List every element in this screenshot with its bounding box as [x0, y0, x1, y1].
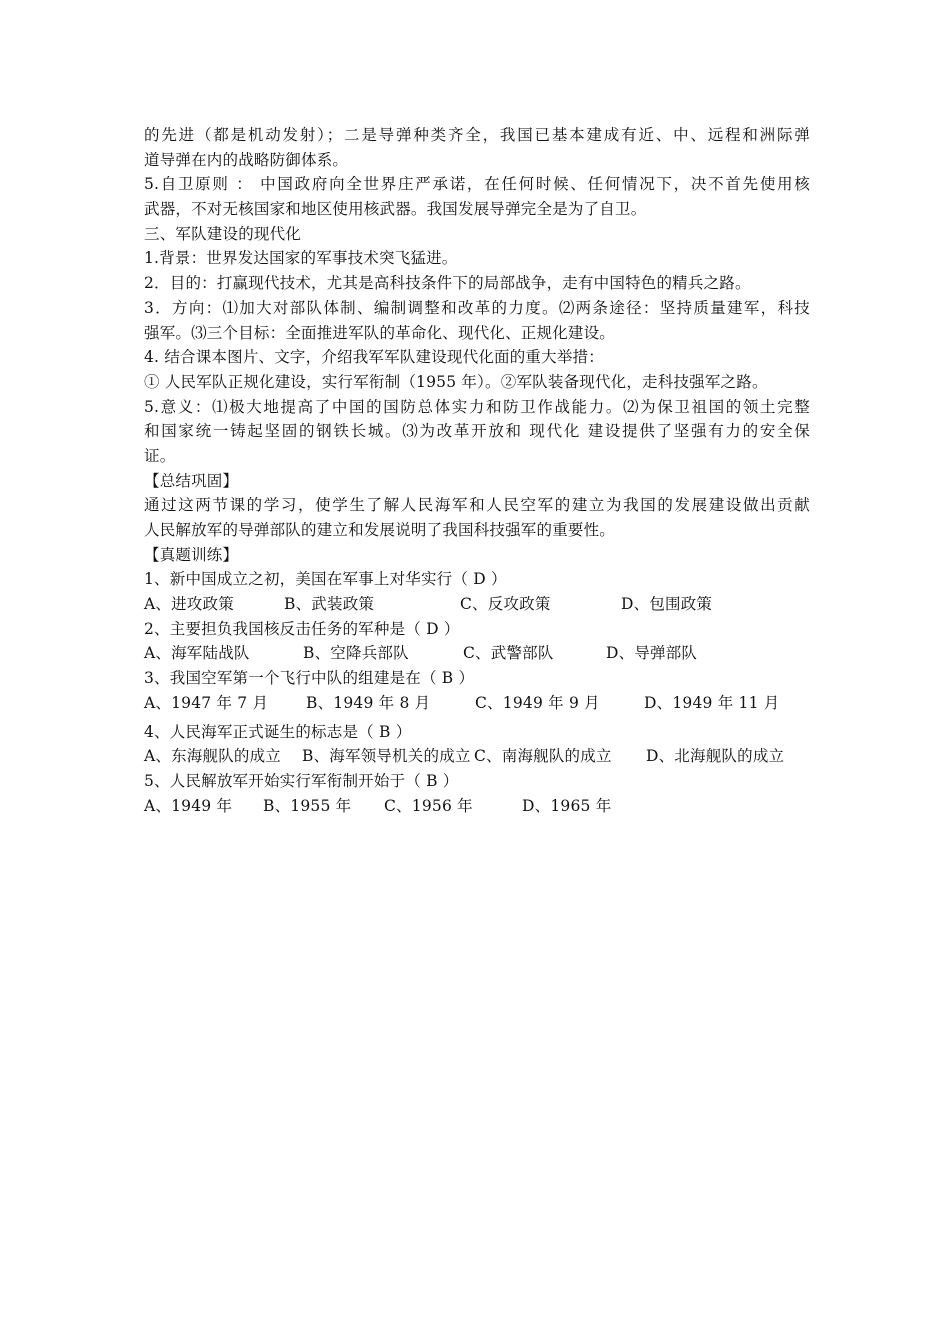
paragraph-line: 人民解放军的导弹部队的建立和发展说明了我国科技强军的重要性。: [144, 521, 616, 539]
question-stem: 3、我国空军第一个飞行中队的组建是在（ B ）: [144, 669, 475, 688]
option-b: B、海军领导机关的成立: [302, 747, 471, 766]
option-d: D、1949 年 11 月: [644, 693, 780, 712]
question-stem: 5、人民解放军开始实行军衔制开始于（ B ）: [144, 771, 459, 790]
paragraph-line: 3．方向：⑴加大对部队体制、编制调整和改革的力度。⑵两条途径：坚持质量建军，科技: [144, 298, 810, 317]
paragraph-line: 强军。⑶三个目标：全面推进军队的革命化、现代化、正规化建设。: [144, 323, 616, 342]
option-d: D、导弹部队: [606, 644, 698, 663]
option-c: C、武警部队: [463, 644, 554, 663]
option-a: A、海军陆战队: [144, 644, 250, 663]
option-b: B、空降兵部队: [303, 644, 409, 663]
summary-heading: 【总结巩固】: [144, 471, 239, 490]
paragraph-line: 和国家统一铸起坚固的钢铁长城。⑶为改革开放和 现代化 建设提供了坚强有力的安全保: [144, 422, 810, 441]
paragraph-line: ① 人民军队正规化建设，实行军衔制（1955 年）。②军队装备现代化，走科技强军之路。: [144, 372, 768, 391]
paragraph-line: 的先进（都是机动发射）；二是导弹种类齐全，我国已基本建成有近、中、远程和洲际弹: [144, 126, 810, 144]
question-stem: 1、新中国成立之初，美国在军事上对华实行（ D ）: [144, 570, 507, 589]
question-options: [144, 592, 810, 617]
paragraph-line: 武器，不对无核国家和地区使用核武器。我国发展导弹完全是为了自卫。: [144, 200, 647, 219]
option-c: C、南海舰队的成立: [474, 747, 612, 766]
option-d: D、1965 年: [522, 796, 612, 815]
paragraph-line: 2．目的：打赢现代技术，尤其是高科技条件下的局部战争，走有中国特色的精兵之路。: [144, 274, 751, 293]
document-body: [144, 123, 810, 818]
question-stem: 2、主要担负我国核反击任务的军种是（ D ）: [144, 619, 460, 638]
question-options: [144, 744, 810, 769]
paragraph-line: 证。: [144, 446, 176, 465]
option-a: A、1947 年 7 月: [144, 693, 269, 712]
question-options: [144, 691, 810, 716]
option-a: A、1949 年: [144, 796, 233, 815]
paragraph-line: 通过这两节课的学习，使学生了解人民海军和人民空军的建立为我国的发展建设做出贡献: [144, 496, 810, 515]
paragraph-line: 5.意义：⑴极大地提高了中国的国防总体实力和防卫作战能力。⑵为保卫祖国的领土完整: [144, 397, 810, 416]
option-c: C、反攻政策: [460, 595, 551, 614]
paragraph-line: 道导弹在内的战略防御体系。: [144, 150, 349, 169]
option-d: D、北海舰队的成立: [646, 747, 785, 766]
option-c: C、1956 年: [384, 796, 473, 815]
option-a: A、进攻政策: [144, 595, 234, 614]
option-c: C、1949 年 9 月: [475, 693, 600, 712]
option-d: D、包围政策: [621, 595, 713, 614]
option-b: B、武装政策: [284, 595, 375, 614]
option-b: B、1949 年 8 月: [306, 693, 431, 712]
question-options: [144, 641, 810, 666]
question-options: [144, 794, 810, 819]
question-stem: 4、人民海军正式诞生的标志是（ B ）: [144, 722, 412, 741]
option-a: A、东海舰队的成立: [144, 747, 281, 766]
paragraph-line: 1.背景：世界发达国家的军事技术突飞猛进。: [144, 249, 458, 268]
section-heading: 三、军队建设的现代化: [144, 224, 302, 243]
option-b: B、1955 年: [263, 796, 352, 815]
paragraph-line: 5.自卫原则 ： 中国政府向全世界庄严承诺，在任何时候、任何情况下，决不首先使用核: [144, 175, 810, 194]
paragraph-line: 4. 结合课本图片、文字，介绍我军军队建设现代化面的重大举措：: [144, 348, 604, 367]
exercise-heading: 【真题训练】: [144, 545, 239, 564]
